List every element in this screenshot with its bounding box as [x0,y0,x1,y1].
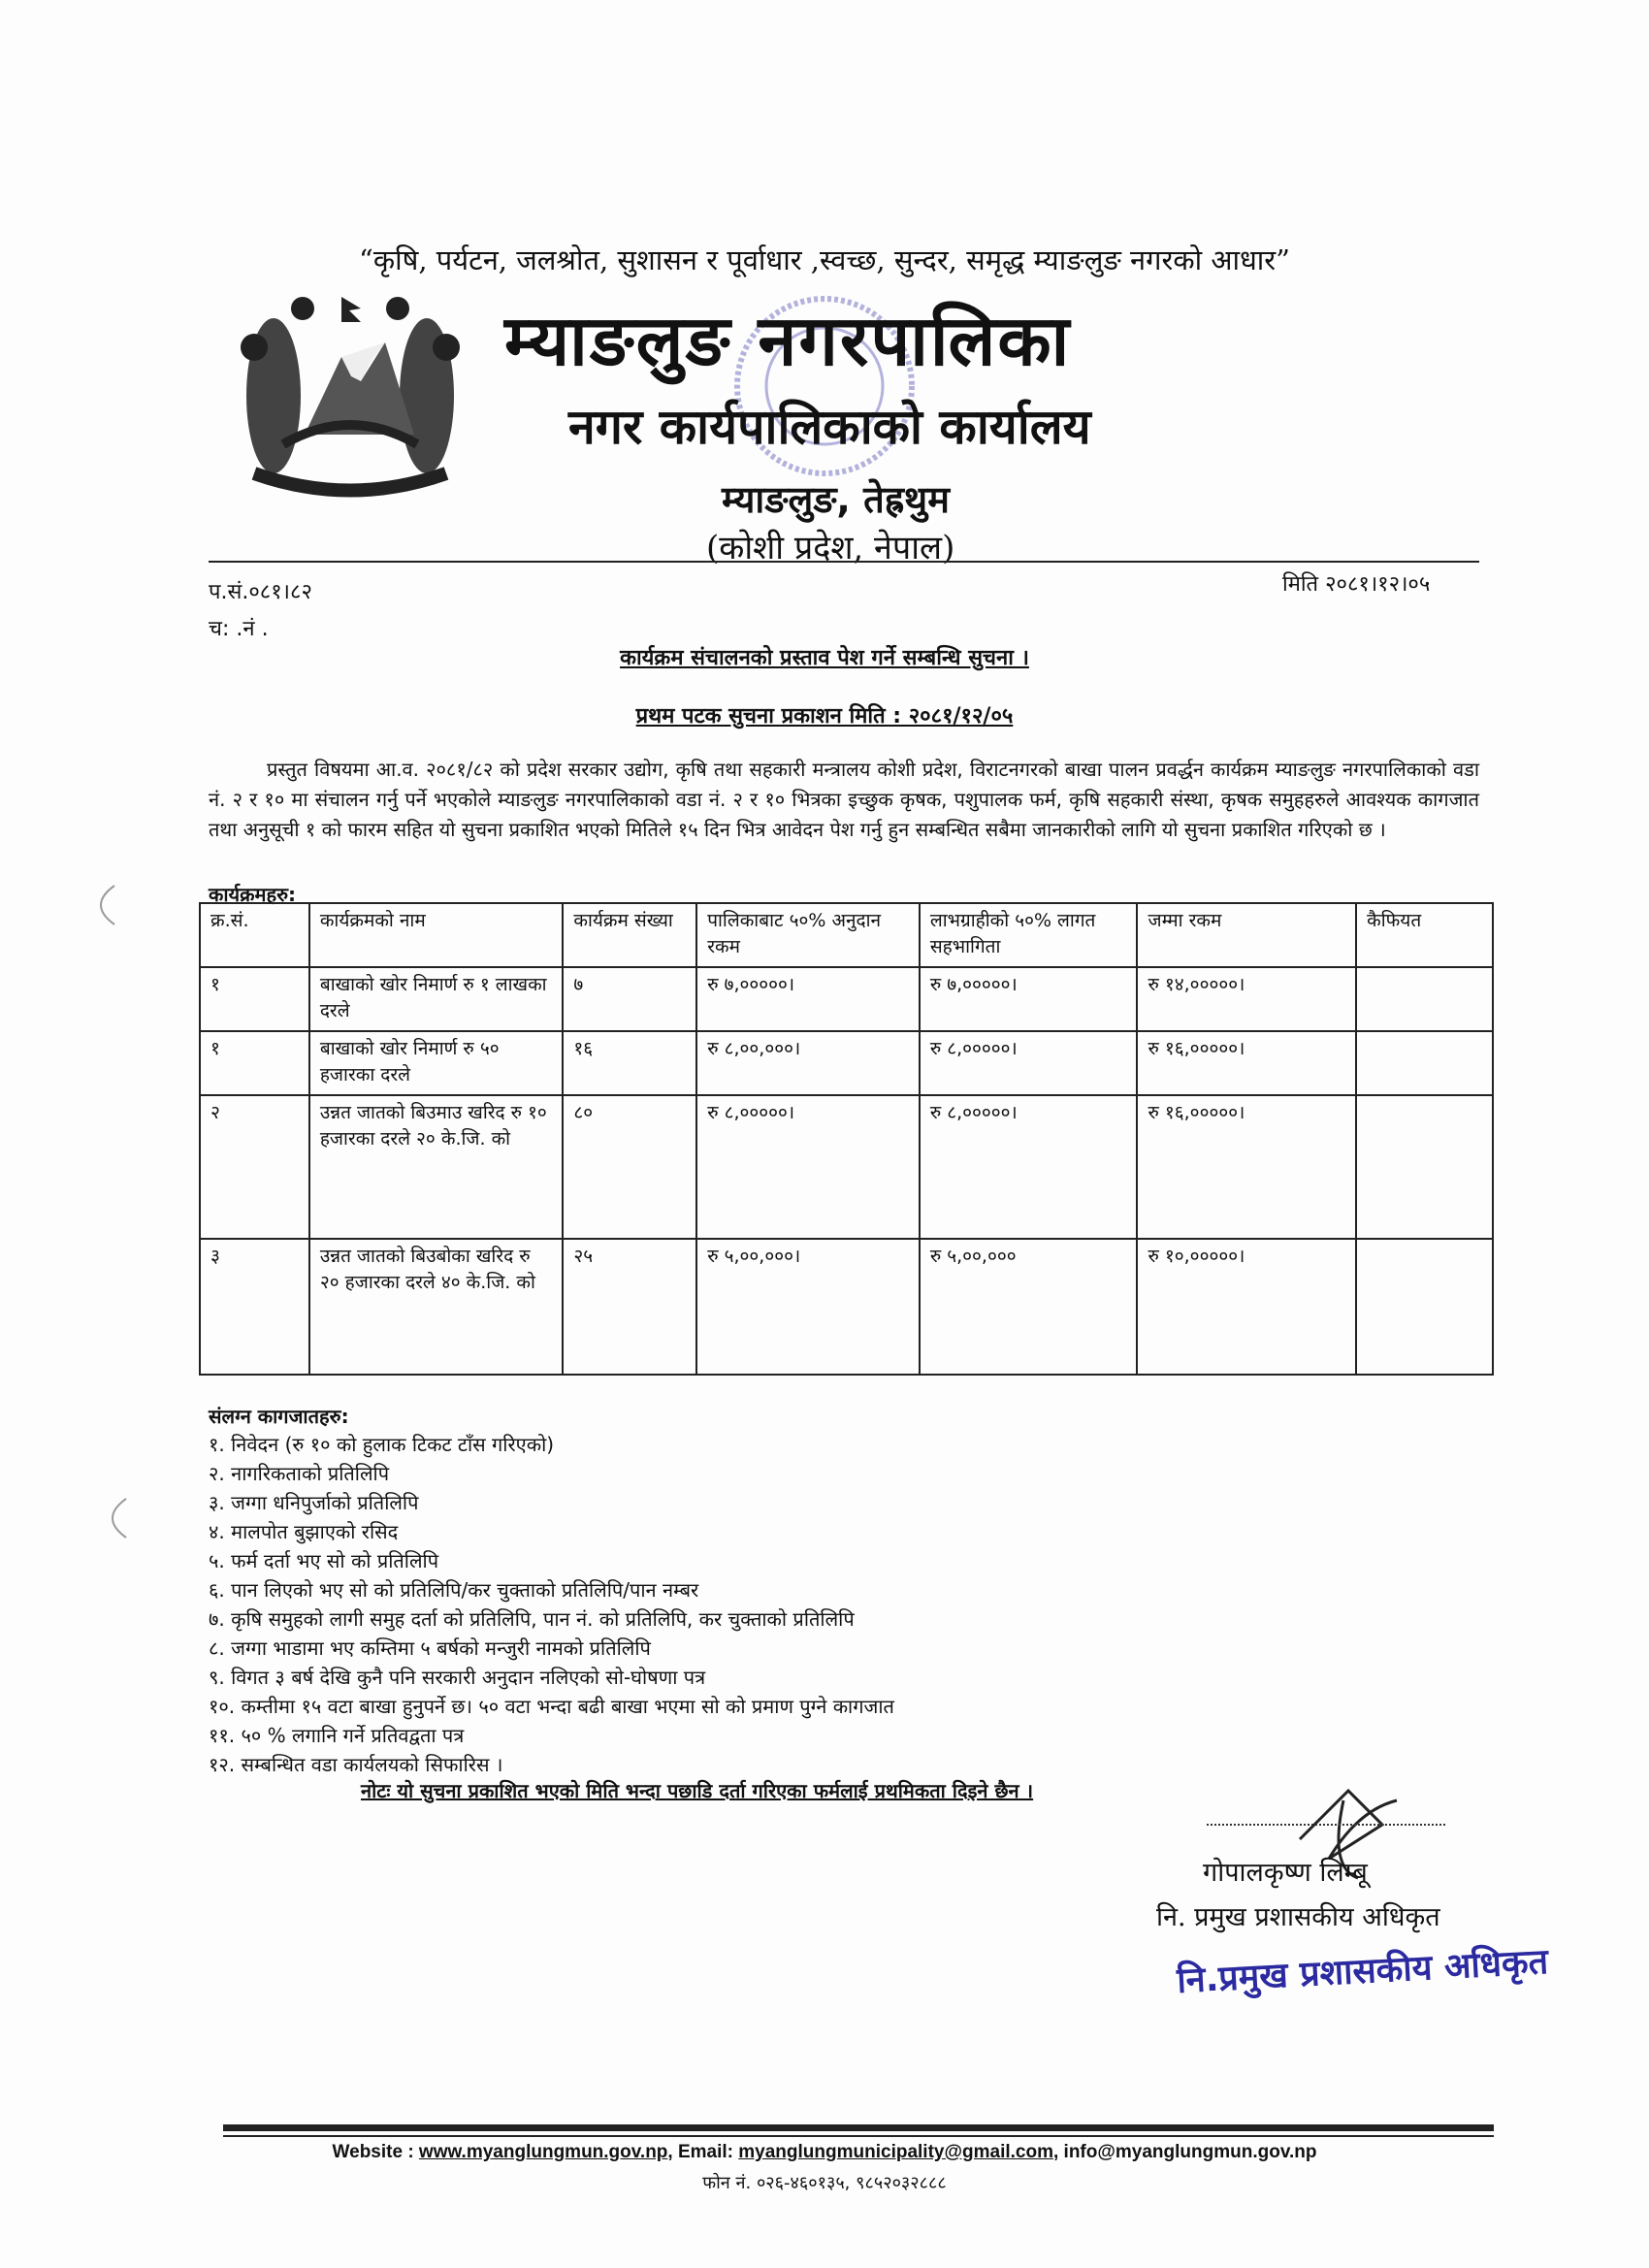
cell-grant: रु ८,००,०००। [696,1031,920,1095]
table-header-row [200,903,1493,967]
dispatch-number: च: .नं . [209,617,269,641]
list-item: ८. जग्गा भाडामा भए कम्तिमा ५ बर्षको मन्जुरी नामको प्रतिलिपि [209,1636,651,1660]
programs-table [199,902,1494,1376]
email-link[interactable]: myanglungmunicipality@gmail.com [738,2142,1053,2162]
cell-sn: १ [200,1031,309,1095]
list-item: ३. जग्गा धनिपुर्जाको प्रतिलिपि [209,1491,419,1514]
reference-number: प.सं.०८१।८२ [209,580,312,604]
publication-date: प्रथम पटक सुचना प्रकाशन मिति : २०८१/१२/०५ [635,704,1014,729]
list-item: २. नागरिकताको प्रतिलिपि [209,1462,390,1485]
list-item: १२. सम्बन्धित वडा कार्यलयको सिफारिस । [209,1753,503,1776]
list-item: १. निवेदन (रु १० को हुलाक टिकट टाँस गरिएको) [209,1433,555,1456]
footer-rule [223,2124,1494,2131]
cell-grant: रु ८,०००००। [696,1095,920,1239]
office-title: म्याङलुङ नगरपालिका [504,300,1072,381]
cell-name: उन्नत जातको बिउमाउ खरिद रु १० हजारका दरले २० के.जि. को [309,1095,564,1239]
footer-phone: फोन नं. ०२६-४६०१३५, ९८५२०३२८८८ [702,2173,947,2193]
cell-remarks [1356,1031,1493,1095]
punch-hole-icon [97,1494,132,1542]
cell-count: ८० [563,1095,696,1239]
notice-subject: कार्यक्रम संचालनको प्रस्ताव पेश गर्ने सम्बन्धि सुचना । [620,646,1029,670]
cell-share: रु ५,००,००० [920,1239,1138,1375]
column-header: लाभग्राहीको ५०% लागत सहभागिता [920,903,1138,967]
cell-total: रु १६,०००००। [1137,1095,1356,1239]
cell-grant: रु ७,०००००। [696,967,920,1031]
cell-sn: ३ [200,1239,309,1375]
email-label: , Email: [667,2142,733,2162]
cell-share: रु ७,०००००। [920,967,1138,1031]
header-rule [209,561,1479,563]
column-header: जम्मा रकम [1137,903,1356,967]
cell-sn: २ [200,1095,309,1239]
list-item: ७. कृषि समुहको लागी समुह दर्ता को प्रतिलिपि, पान नं. को प्रतिलिपि, कर चुक्ताको प्रतिलिपि [209,1607,855,1631]
cell-name: बाखाको खोर निमार्ण रु ५० हजारका दरले [309,1031,564,1095]
office-place: म्याङलुङ, तेह्रथुम [722,478,950,521]
cell-count: ७ [563,967,696,1031]
list-item: ५. फर्म दर्ता भए सो को प्रतिलिपि [209,1549,439,1572]
cell-sn: १ [200,967,309,1031]
cell-remarks [1356,1239,1493,1375]
programs-heading: कार्यक्रमहरु: [209,883,297,906]
letter-date: मिति २०८१।१२।०५ [1282,572,1431,597]
email-secondary[interactable]: , info@myanglungmun.gov.np [1052,2142,1317,2162]
cell-share: रु ८,०००००। [920,1031,1138,1095]
cell-name: उन्नत जातको बिउबोका खरिद रु २० हजारका दरले ४० के.जि. को [309,1239,564,1375]
cell-count: २५ [563,1239,696,1375]
signatory-stamp: नि.प्रमुख प्रशासकीय अधिकृत [1176,1941,1550,2001]
office-subtitle: नगर कार्यपालिकाको कार्यालय [568,399,1091,455]
signature-line [1207,1824,1445,1826]
website-label: Website : [332,2142,414,2162]
table-row [200,1239,1493,1375]
cell-grant: रु ५,००,०००। [696,1239,920,1375]
signatory-title: नि. प्रमुख प्रशासकीय अधिकृत [1156,1902,1440,1932]
column-header: कार्यक्रम संख्या [563,903,696,967]
attachments-heading: संलग्न कागजातहरु: [209,1405,349,1428]
table-row [200,1031,1493,1095]
attachments-list [209,1430,894,1779]
website-link[interactable]: www.myanglungmun.gov.np [418,2142,668,2162]
cell-remarks [1356,1095,1493,1239]
list-item: ४. मालपोत बुझाएको रसिद [209,1520,399,1543]
notice-note: नोटः यो सुचना प्रकाशित भएको मिति भन्दा पछाडि दर्ता गरिएका फर्मलाई प्रथमिकता दिइने छैन । [361,1779,1034,1802]
list-item: ६. पान लिएको भए सो को प्रतिलिपि/कर चुक्ताको प्रतिलिपि/पान नम्बर [209,1578,699,1602]
cell-total: रु १६,०००००। [1137,1031,1356,1095]
cell-share: रु ८,०००००। [920,1095,1138,1239]
footer-contact [0,2142,1649,2163]
cell-remarks [1356,967,1493,1031]
cell-name: बाखाको खोर निमार्ण रु १ लाखका दरले [309,967,564,1031]
column-header: कार्यक्रमको नाम [309,903,564,967]
column-header: पालिकाबाट ५०% अनुदान रकम [696,903,920,967]
column-header: कैफियत [1356,903,1493,967]
punch-hole-icon [85,881,120,929]
notice-paragraph: प्रस्तुत विषयमा आ.व. २०८१/८२ को प्रदेश सरकार उद्योग, कृषि तथा सहकारी मन्त्रालय कोशी प्रदेश, विराटनगरको बाखा पालन प्रवर्द्धन कार्यक्रम म्याङलुङ नगरपालिकाको वडा नं. २ र १० मा संचालन गर्नु पर्ने भएकोले म्याङलुङ नगरपालिकाको वडा नं. २ र १० भित्रका इच्छुक कृषक, पशुपालक फर्म, कृषि सहकारी संस्था, कृषक समुहहरुले आवश्यक कागजात तथा अनुसूची १ को फारम सहित यो सुचना प्रकाशित भएको मितिले १५ दिन भित्र आवेदन पेश गर्नु हुन सम्बन्धित सबैमा जानकारीको लागि यो सुचना प्रकाशित गरिएको छ । [209,758,1479,841]
cell-total: रु १४,०००००। [1137,967,1356,1031]
cell-total: रु १०,०००००। [1137,1239,1356,1375]
column-header: क्र.सं. [200,903,309,967]
footer-rule-thin [223,2135,1494,2137]
list-item: ११. ५० % लगानि गर्ने प्रतिवद्वता पत्र [209,1724,465,1747]
table-row [200,967,1493,1031]
motto: “कृषि, पर्यटन, जलश्रोत, सुशासन र पूर्वाधार ,स्वच्छ, सुन्दर, समृद्ध म्याङलुङ नगरको आधार” [359,243,1290,276]
nepal-emblem-icon [215,289,485,501]
office-province: (कोशी प्रदेश, नेपाल) [706,529,955,567]
cell-count: १६ [563,1031,696,1095]
list-item: १०. कम्तीमा १५ वटा बाखा हुनुपर्ने छ। ५० वटा भन्दा बढी बाखा भएमा सो को प्रमाण पुग्ने कागजात [209,1695,894,1718]
signatory-name: गोपालकृष्ण लिम्बू [1203,1858,1368,1888]
table-row [200,1095,1493,1239]
list-item: ९. विगत ३ बर्ष देखि कुनै पनि सरकारी अनुदान नलिएको सो-घोषणा पत्र [209,1666,706,1689]
